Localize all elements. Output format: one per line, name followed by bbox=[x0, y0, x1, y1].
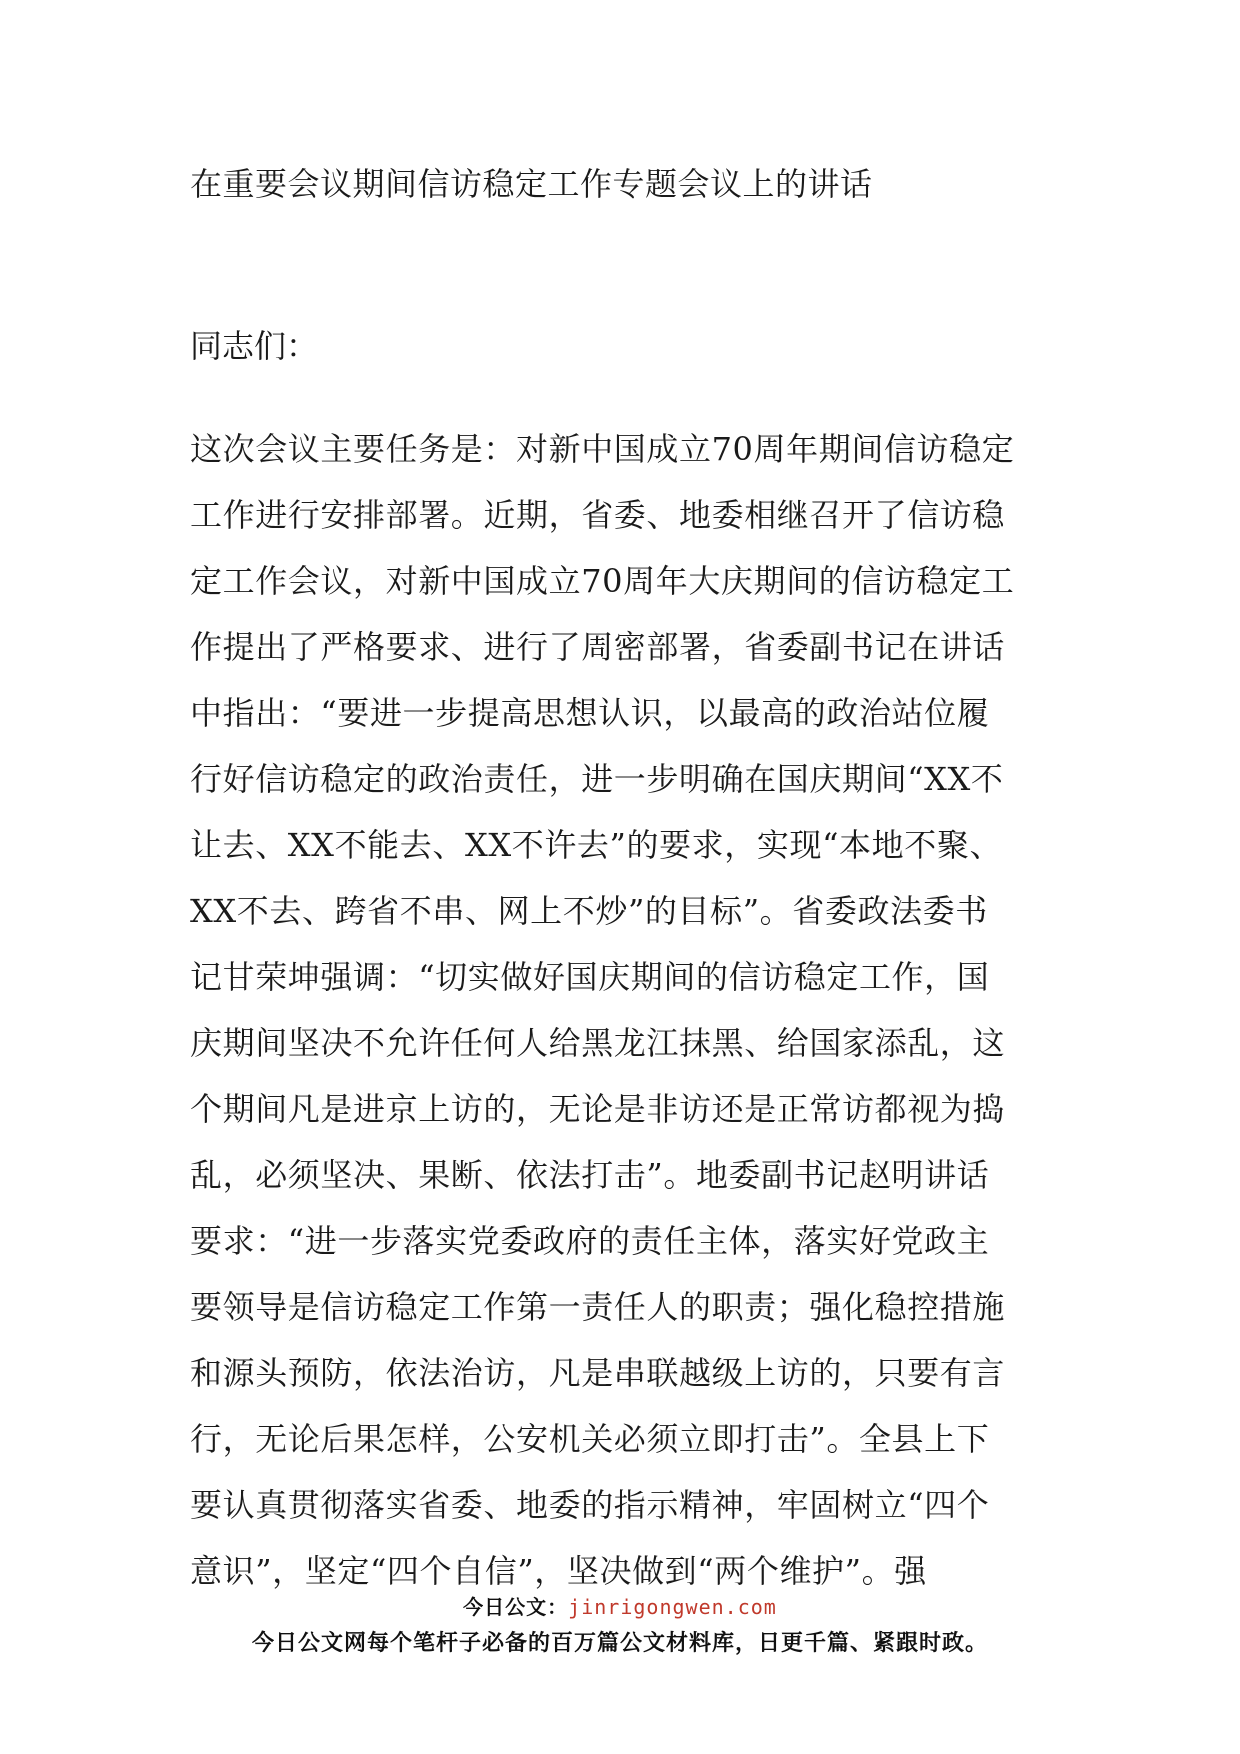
body-line: 这次会议主要任务是：对新中国成立70周年期间信访稳定 bbox=[190, 430, 1015, 468]
body-line: 作提出了严格要求、进行了周密部署，省委副书记在讲话 bbox=[190, 628, 1006, 666]
footer-site-link[interactable]: jinrigongwen.com bbox=[568, 1595, 777, 1619]
body-line: 要领导是信访稳定工作第一责任人的职责；强化稳控措施 bbox=[190, 1288, 1006, 1326]
document-title: 在重要会议期间信访稳定工作专题会议上的讲话 bbox=[190, 165, 873, 203]
body-line: 要求：“进一步落实党委政府的责任主体，落实好党政主 bbox=[190, 1222, 990, 1260]
body-line: 让去、XX不能去、XX不许去”的要求，实现“本地不聚、 bbox=[190, 826, 1003, 864]
body-line: 行好信访稳定的政治责任，进一步明确在国庆期间“XX不 bbox=[190, 760, 1004, 798]
body-line: 工作进行安排部署。近期，省委、地委相继召开了信访稳 bbox=[190, 496, 1006, 534]
body-line: 中指出：“要进一步提高思想认识，以最高的政治站位履 bbox=[190, 694, 990, 732]
body-line: 个期间凡是进京上访的，无论是非访还是正常访都视为捣 bbox=[190, 1090, 1006, 1128]
page-footer bbox=[0, 1592, 1240, 1660]
body-line: 意识”，坚定“四个自信”，坚决做到“两个维护”。强 bbox=[190, 1552, 927, 1590]
body-line: 庆期间坚决不允许任何人给黑龙江抹黑、给国家添乱，这 bbox=[190, 1024, 1006, 1062]
body-line: 行，无论后果怎样，公安机关必须立即打击”。全县上下 bbox=[190, 1420, 990, 1458]
body-line: 定工作会议，对新中国成立70周年大庆期间的信访稳定工 bbox=[190, 562, 1015, 600]
body-line: 要认真贯彻落实省委、地委的指示精神，牢固树立“四个 bbox=[190, 1486, 990, 1524]
body-line: 记甘荣坤强调：“切实做好国庆期间的信访稳定工作，国 bbox=[190, 958, 990, 996]
body-line: XX不去、跨省不串、网上不炒”的目标”。省委政法委书 bbox=[190, 892, 988, 930]
footer-site-label: 今日公文： bbox=[463, 1595, 569, 1619]
footer-tagline: 今日公文网每个笔杆子必备的百万篇公文材料库，日更千篇、紧跟时政。 bbox=[251, 1631, 988, 1656]
body-line: 乱，必须坚决、果断、依法打击”。地委副书记赵明讲话 bbox=[190, 1156, 990, 1194]
body-paragraph bbox=[190, 416, 1050, 1604]
footer-site-line bbox=[0, 1592, 1240, 1622]
salutation: 同志们： bbox=[190, 327, 319, 365]
body-line: 和源头预防，依法治访，凡是串联越级上访的，只要有言 bbox=[190, 1354, 1006, 1392]
